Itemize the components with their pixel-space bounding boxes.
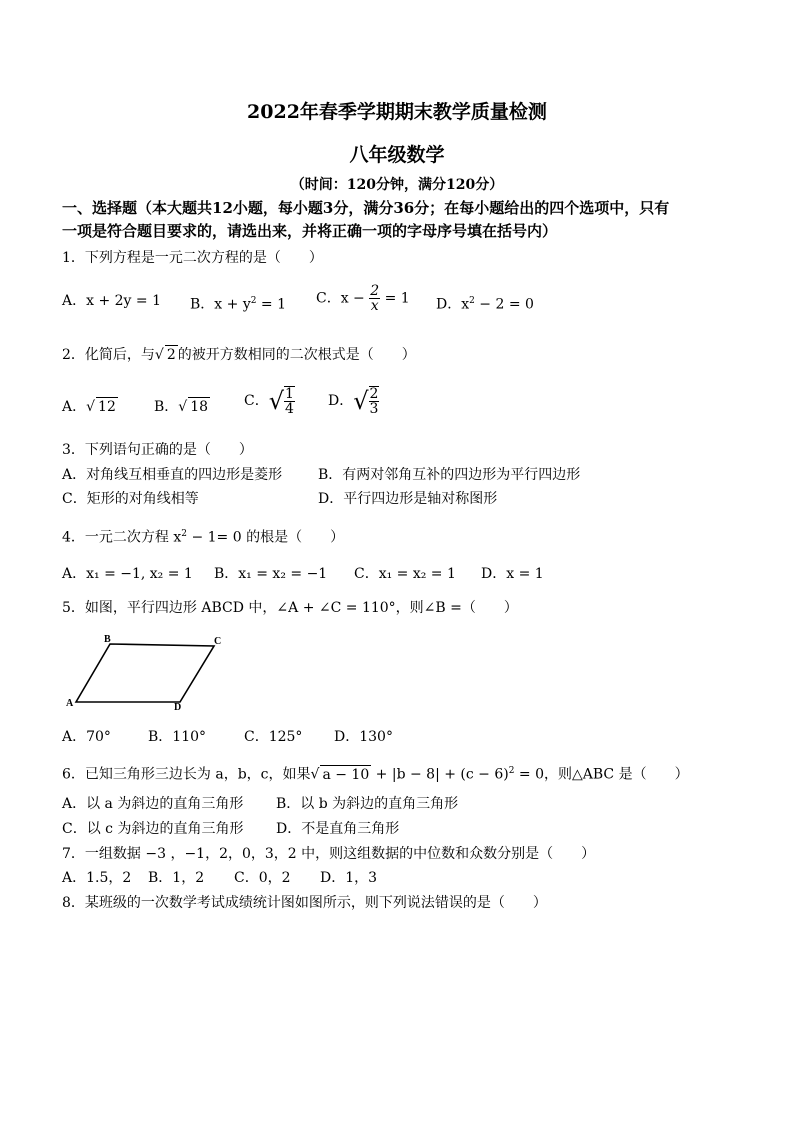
q1-option-a: A．x + 2y = 1 bbox=[62, 293, 161, 309]
q2-option-a: A．√ 12 bbox=[62, 399, 116, 415]
q7-option-d: D．1，3 bbox=[320, 870, 378, 886]
q1-stem: 1．下列方程是一元二次方程的是（ ） bbox=[62, 250, 323, 266]
q6-stem: 6．已知三角形三边长为 a，b，c，如果√ $a - 10 + |b - 8| + (c - 6)^2 = 0$，则△ABC 是（ ） bbox=[62, 766, 689, 783]
q2-stem: 2．化简后，与√ 2 的被开方数相同的二次根式是（ ） bbox=[62, 347, 416, 363]
q1-option-d: D．$x^2 - 2 = 0$ bbox=[436, 296, 534, 313]
q3-option-d: D．平行四边形是轴对称图形 bbox=[318, 491, 498, 507]
q1-option-b: B．$x + y^2 = 1$ bbox=[190, 296, 287, 313]
q3-option-c: C．矩形的对角线相等 bbox=[62, 491, 199, 507]
q3-option-b: B．有两对邻角互补的四边形为平行四边形 bbox=[318, 467, 581, 483]
parallelogram-figure bbox=[62, 632, 242, 712]
q5-option-d: D．130° bbox=[334, 729, 393, 745]
q6-option-a: A．以 a 为斜边的直角三角形 bbox=[62, 796, 244, 812]
q4-option-b: B．x₁ = x₂ = −1 bbox=[214, 566, 328, 582]
exam-subject: 八年级数学 bbox=[349, 144, 445, 166]
q6-option-d: D．不是直角三角形 bbox=[276, 821, 400, 837]
section1-heading-line1: 一、选择题（本大题共12小题，每小题3分，满分36分；在每小题给出的四个选项中，只有 bbox=[62, 199, 670, 217]
q5-option-a: A．70° bbox=[62, 729, 111, 745]
q5-stem: 5．如图，平行四边形 ABCD 中，∠A + ∠C = 110°，则∠B =（ ） bbox=[62, 600, 518, 616]
section1-heading-line2: 一项是符合题目要求的，请选出来，并将正确一项的字母序号填在括号内） bbox=[62, 222, 558, 240]
q5-option-b: B．110° bbox=[148, 729, 207, 745]
vertex-label-d: D bbox=[174, 702, 182, 712]
vertex-label-b: B bbox=[104, 634, 111, 645]
parallelogram-shape bbox=[76, 644, 214, 702]
q5-option-c: C．125° bbox=[244, 729, 303, 745]
q2-option-c: C．√ $\frac{1}{4}$ bbox=[244, 386, 294, 417]
q4-stem: 4．一元二次方程 $x^2 - 1= 0$ 的根是（ ） bbox=[62, 529, 345, 546]
q3-stem: 3．下列语句正确的是（ ） bbox=[62, 442, 253, 458]
q6-option-b: B．以 b 为斜边的直角三角形 bbox=[276, 796, 459, 812]
vertex-label-a: A bbox=[66, 698, 74, 709]
q7-option-a: A．1.5，2 bbox=[62, 870, 132, 886]
q7-option-b: B．1，2 bbox=[148, 870, 205, 886]
q7-option-c: C．0，2 bbox=[234, 870, 291, 886]
q2-option-d: D．√ $\frac{2}{3}$ bbox=[328, 386, 379, 417]
q6-option-c: C．以 c 为斜边的直角三角形 bbox=[62, 821, 244, 837]
q7-stem: 7．一组数据 −3 ，−1，2，0，3，2 中，则这组数据的中位数和众数分别是（ ） bbox=[62, 846, 596, 862]
vertex-label-c: C bbox=[214, 636, 222, 647]
q8-stem: 8．某班级的一次数学考试成绩统计图如图所示，则下列说法错误的是（ ） bbox=[62, 895, 547, 911]
exam-title: 2022年春季学期期末教学质量检测 bbox=[247, 101, 547, 123]
q4-option-a: A．x₁ = −1, x₂ = 1 bbox=[62, 566, 193, 582]
q4-option-c: C．x₁ = x₂ = 1 bbox=[354, 566, 456, 582]
q2-option-b: B．√ 18 bbox=[154, 399, 209, 415]
q4-option-d: D．x = 1 bbox=[481, 566, 544, 582]
q3-option-a: A．对角线互相垂直的四边形是菱形 bbox=[62, 467, 283, 483]
exam-time-info: （时间：120分钟，满分120分） bbox=[290, 177, 504, 193]
q1-option-c: C．x − $\frac{2}{x}$ = 1 bbox=[316, 283, 410, 314]
